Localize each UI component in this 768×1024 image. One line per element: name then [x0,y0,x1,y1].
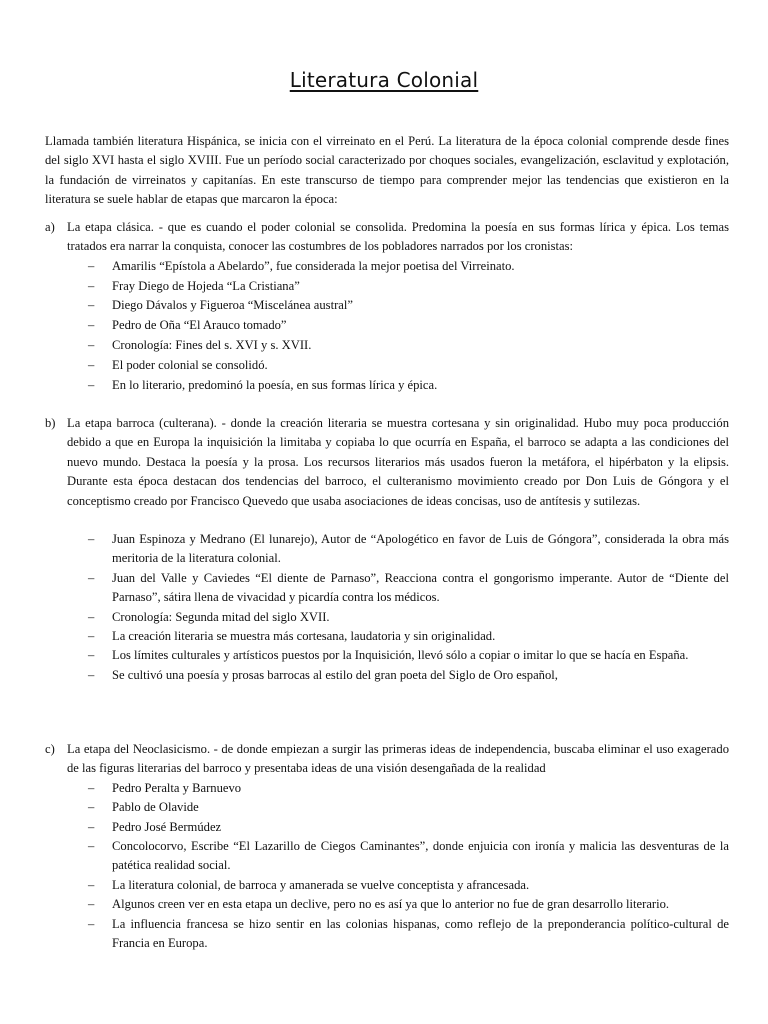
section-a-letter: a) [45,220,55,234]
list-item: – Pedro José Bermúdez [112,818,729,837]
section-b-letter: b) [45,416,56,430]
list-item: – Diego Dávalos y Figueroa “Miscelánea austral” [112,296,729,315]
list-item: – Pedro Peralta y Barnuevo [112,779,729,798]
section-a [45,218,729,395]
section-a-text: La etapa clásica. - que es cuando el poder colonial se consolida. Predomina la poesía en sus formas lírica y épica. Los temas tratados era narrar la conquista, conocer las costumbres de los pobladores narrados por los cronistas: [67,220,729,254]
intro-paragraph: Llamada también literatura Hispánica, se inicia con el virreinato en el Perú. La literatura de la época colonial comprende desde fines del siglo XVI hasta el siglo XVIII. Fue un período social caracterizado por choques sociales, evangelización, esclavitud y explotación, la fundación de virreinatos y capitanías. En este transcurso de tiempo para comprender mejor las tendencias que existieron en la literatura se suele hablar de etapas que marcaron la época: [45,134,729,207]
list-item: – Concolocorvo, Escribe “El Lazarillo de Ciegos Caminantes”, donde enjuicia con ironía y malicia las desventuras de la patética realidad social. [112,837,729,876]
section-c [45,740,729,953]
list-item: – La literatura colonial, de barroca y amanerada se vuelve conceptista y afrancesada. [112,876,729,895]
list-item: – Se cultivó una poesía y prosas barrocas al estilo del gran poeta del Siglo de Oro español, [112,666,729,685]
section-c-list [45,779,729,954]
list-item: – Cronología: Segunda mitad del siglo XVII. [112,608,729,627]
list-item: – Amarilis “Epístola a Abelardo”, fue considerada la mejor poetisa del Virreinato. [112,257,729,276]
list-item: – Fray Diego de Hojeda “La Cristiana” [112,277,729,296]
list-item: – Algunos creen ver en esta etapa un declive, pero no es así ya que lo anterior no fue de gran desarrollo literario. [112,895,729,914]
list-item: – La influencia francesa se hizo sentir en las colonias hispanas, como reflejo de la preponderancia político-cultural de Francia en Europa. [112,915,729,954]
list-item: – Pedro de Oña “El Arauco tomado” [112,316,729,335]
section-b-paragraph [45,414,729,511]
list-item: – Los límites culturales y artísticos puestos por la Inquisición, llevó sólo a copiar o imitar lo que se hacía en España. [112,646,729,665]
section-a-paragraph [45,218,729,257]
list-item: – El poder colonial se consolidó. [112,356,729,375]
list-item: – En lo literario, predominó la poesía, en sus formas lírica y épica. [112,376,729,395]
list-item: – Juan del Valle y Caviedes “El diente de Parnaso”, Reacciona contra el gongorismo imperante. Autor de “Diente del Parnaso”, sátira llena de vivacidad y picardía contra los médicos. [112,569,729,608]
section-b-text: La etapa barroca (culterana). - donde la creación literaria se muestra cortesana y sin originalidad. Hubo muy poca producción debido a que en Europa la inquisición la limitaba y copiaba lo que ocurría en España, el barroco se adapta a las condiciones del nuevo mundo. Destaca la poesía y la prosa. Los recursos literarios más usados fueron la metáfora, el hipérbaton y la elipsis. Durante esta época destacan dos tendencias del barroco, el culteranismo movimiento creado por Don Luis de Góngora y el conceptismo creado por Francisco Quevedo que usaba asociaciones de ideas concisas, uso de antítesis y sutilezas. [67,416,729,508]
section-c-letter: c) [45,742,55,756]
section-c-text: La etapa del Neoclasicismo. - de donde empiezan a surgir las primeras ideas de independencia, buscaba eliminar el uso exagerado de las figuras literarias del barroco y presentaba ideas de una visión desengañada de la realidad [67,742,729,776]
list-item: – Cronología: Fines del s. XVI y s. XVII. [112,336,729,355]
section-a-list [45,257,729,395]
document-title: Literatura Colonial [289,68,479,92]
section-c-paragraph [45,740,729,779]
section-b [45,414,729,685]
list-item: – Juan Espinoza y Medrano (El lunarejo), Autor de “Apologético en favor de Luis de Góngora”, considerada la obra más meritoria de la literatura colonial. [112,530,729,569]
list-item: – Pablo de Olavide [112,798,729,817]
list-item: – La creación literaria se muestra más cortesana, laudatoria y sin originalidad. [112,627,729,646]
section-b-list [45,530,729,685]
